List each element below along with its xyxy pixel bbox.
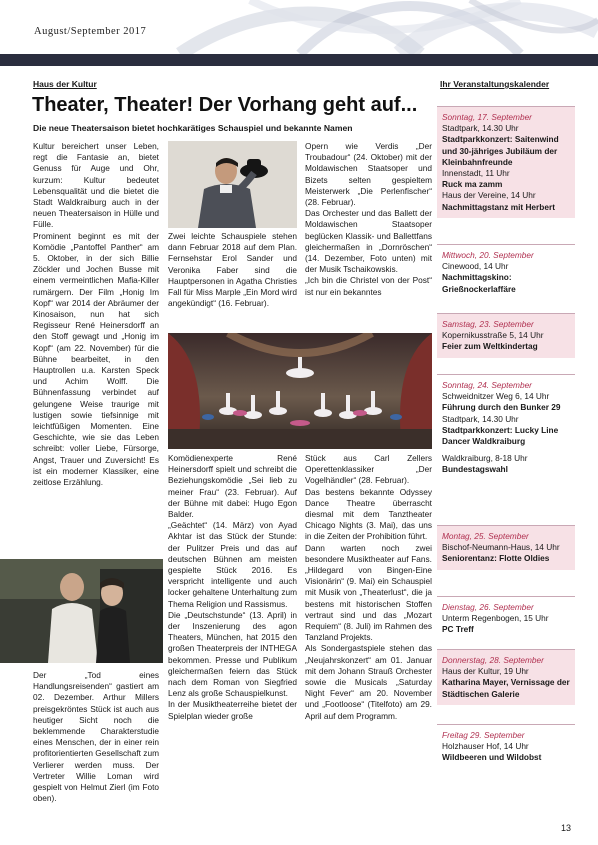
calendar-line: Stadtpark, 14.30 Uhr	[442, 413, 519, 424]
paragraph: Opern wie Verdis „Der Troubadour“ (24. Oktober) mit der Moldawischen Staatsoper und Bizets selten gespieltem Meisterwerk „Die Perlenfischer“ (28. Februar).	[305, 141, 432, 208]
calendar-event: Bundestagswahl	[442, 464, 508, 475]
calendar-line: Kopernikusstraße 5, 14 Uhr	[442, 330, 544, 341]
calendar-line: Innenstadt, 11 Uhr	[442, 168, 510, 179]
article-subheadline: Die neue Theatersaison bietet hochkarätiges Schauspiel und bekannte Namen	[33, 123, 353, 133]
paragraph: Kultur bereichert unser Leben, regt die Fantasie an, bietet Genuss für Auge und Ohr, kurzum: Kultur bedeutet Lebensqualität und die bietet die Stadt Waldkraiburg auch in der neuen Theatersaison in Hülle und Fülle.	[33, 141, 159, 230]
calendar-line: Cinewood, 14 Uhr	[442, 261, 509, 272]
paragraph: Stück aus Carl Zellers Operettenklassiker „Der Vogelhändler“ (28. Februar).	[305, 453, 432, 486]
calendar-event: Ruck ma zamm	[442, 179, 503, 190]
page-number: 13	[561, 823, 572, 833]
calendar-event: Feier zum Weltkindertag	[442, 341, 538, 352]
calendar-line: Holzhauser Hof, 14 Uhr	[442, 741, 529, 752]
calendar-event: Seniorentanz: Flotte Oldies	[442, 553, 550, 564]
section-label: Haus der Kultur	[33, 79, 97, 89]
calendar-entry	[437, 649, 575, 705]
photo-sleeping-beauty-ballet	[168, 333, 432, 449]
issue-date: August/September 2017	[34, 26, 147, 37]
calendar-line: Bischof-Neumann-Haus, 14 Uhr	[442, 542, 560, 553]
calendar-entry	[437, 724, 575, 769]
paragraph: Prominent beginnt es mit der Komödie „Pantoffel Panther“ am 5. Oktober, in der sich Billie Zöckler und Jochen Busse mit einem vermeintlichen Mafia-Killer rumärgern. Der Film „Honig Im Kopf“ war 2014 der Abräumer der Kinosaison, nun hat sich Regisseur René Heinersdorff an den Stoff gewagt und „Honig im Kopf“ (am 22. November) für die Bühne bearbeitet, in den Hauptrollen u.a. Karsten Speck und Achim Wolff. Die Bühnenfassung verbindet auf gelungene Weise traurige mit lustigen sowie tiefsinnige mit leichtfüßigen Momenten. Eine Geschichte, wie sie das Leben schreibt: voller Liebe, Fürsorge, Angst, Trauer und Zuversicht! Es ist ein moderner Klassiker, eine zeitlose Erzählung.	[33, 230, 159, 488]
calendar-entry	[437, 106, 575, 218]
calendar-event: PC Treff	[442, 624, 474, 635]
calendar-date: Mittwoch, 20. September	[442, 250, 534, 260]
calendar-entry	[437, 596, 575, 641]
calendar-event: Führung durch den Bunker 29	[442, 402, 561, 413]
calendar-line: Stadtpark, 14.30 Uhr	[442, 123, 519, 134]
calendar-line: Waldkraiburg, 8-18 Uhr	[442, 453, 528, 464]
article-column-1-top	[33, 141, 159, 553]
calendar-event: Stadtparkkonzert: Saitenwind und 30-jähriges Jubiläum der Kleinbahnfreunde	[442, 134, 559, 167]
calendar-entry	[437, 374, 575, 481]
calendar-title: Ihr Veranstaltungskalender	[440, 79, 550, 89]
article-column-2-mid	[168, 231, 297, 309]
calendar-date: Sonntag, 24. September	[442, 380, 532, 390]
calendar-date: Montag, 25. September	[442, 531, 529, 541]
article-column-1-bottom	[33, 670, 159, 804]
calendar-event: Nachmittagskino: Grießnockerlaffäre	[442, 272, 516, 294]
article-column-3-top	[305, 141, 432, 298]
article-column-3-bottom	[305, 453, 432, 722]
photo-actor-with-hat	[168, 141, 297, 228]
calendar-event: Katharina Mayer, Vernissage der Städtischen Galerie	[442, 677, 570, 699]
paragraph: Das Orchester und das Ballett der Moldawischen Staatsoper beglücken Klassik- und Ballettfans gleichermaßen in „Dornröschen“ (14. Dezember, Foto unten) mit der Musik Tschaikowskis.	[305, 208, 432, 275]
calendar-entry	[437, 313, 575, 358]
calendar-date: Donnerstag, 28. September	[442, 655, 544, 665]
calendar-date: Samstag, 23. September	[442, 319, 534, 329]
paragraph: Die „Deutschstunde“ (13. April) in der Inszenierung des agon Theaters, München, hat 2015 den großen Theaterpreis der INTHEGA bekommen. Presse und Publikum gleichermaßen feiern das Stück nach dem Roman von Siegfried Lenz als große Schauspielkunst.	[168, 609, 297, 699]
paragraph: Der „Tod eines Handlungsreisenden“ gastiert am 02. Dezember. Arthur Millers preisgekröntes Stück ist auch aus heutiger Sicht noch die beklemmende Charakterstudie eines Menschen, der in einer rein profitorientierten Gesellschaft zum Verlierer werden muss. Der Vertreter Willie Loman wird gespielt von Helmut Zierl (im Foto oben).	[33, 670, 159, 804]
photo-death-of-a-salesman	[0, 559, 163, 663]
paragraph: Dann warten noch zwei besondere Musiktheater auf Fans. „Hildegard von Bingen-Eine Visionärin“ (9. Mai) ein Schauspiel mit Musik von „Theaterlust“, die ja bestens mit historischen Stoffen vertraut sind und das „Mozart Requiem“ (8. Juli) im Rahmen des Tanzland Projekts.	[305, 542, 432, 643]
article-column-2-bottom	[168, 453, 297, 722]
paragraph: „Geächtet“ (14. März) von Ayad Akhtar ist das Stück der Stunde: der Pulitzer Preis und das auf deutschen Bühnen am meisten gespielte Stück 2016. Es verspricht intelligente und auch locker gehaltene Unterhaltung zum Thema Religion und Rassismus.	[168, 520, 297, 609]
calendar-event: Wildbeeren und Wildobst	[442, 752, 542, 763]
paragraph: Das bestens bekannte Odyssey Dance Theatre überrascht diesmal mit dem Tanztheater Chicago Nights (3. Mai), das uns in die Zeiten der Prohibition führt.	[305, 486, 432, 542]
calendar-event: Stadtparkkonzert: Lucky Line Dancer Waldkraiburg	[442, 424, 559, 447]
calendar-line: Schweidnitzer Weg 6, 14 Uhr	[442, 391, 550, 402]
calendar-event: Nachmittagstanz mit Herbert	[442, 201, 555, 212]
paragraph: In der Musiktheaterreihe bietet der Spielplan wieder große	[168, 699, 297, 721]
calendar-entry	[437, 525, 575, 570]
paragraph: Zwei leichte Schauspiele stehen dann Februar 2018 auf dem Plan. Fernsehstar Erol Sander und Veronika Faber sind die Hauptpersonen in Agatha Christies Fall für Miss Marple „Ein Mord wird angekündigt“ (16. Februar).	[168, 231, 297, 309]
article-headline: Theater, Theater! Der Vorhang geht auf...	[32, 94, 418, 116]
calendar-date: Dienstag, 26. September	[442, 602, 534, 612]
paragraph: „Ich bin die Christel von der Post“ ist nur ein bekanntes	[305, 275, 432, 297]
calendar-line: Haus der Kultur, 19 Uhr	[442, 666, 529, 677]
calendar-line: Haus der Vereine, 14 Uhr	[442, 190, 536, 201]
calendar-line: Unterm Regenbogen, 15 Uhr	[442, 613, 549, 624]
paragraph: Als Sondergastspiele stehen das „Neujahrskonzert“ am 01. Januar mit dem Johann Strauß Orchester sowie die Musicals „Saturday Night Fever“ am 20. November und „Footloose“ (Titelfoto) am 29. April auf dem Programm.	[305, 643, 432, 721]
calendar-date: Sonntag, 17. September	[442, 112, 532, 122]
page-header	[0, 0, 598, 66]
calendar-entry	[437, 244, 575, 300]
paragraph: Komödienexperte René Heinersdorff spielt und schreibt die Beziehungskomödie „Sei lieb zu meiner Frau“ (23. Februar). Auf der Bühne mit dabei: Hugo Egon Balder.	[168, 453, 297, 520]
calendar-date: Freitag 29. September	[442, 730, 525, 740]
